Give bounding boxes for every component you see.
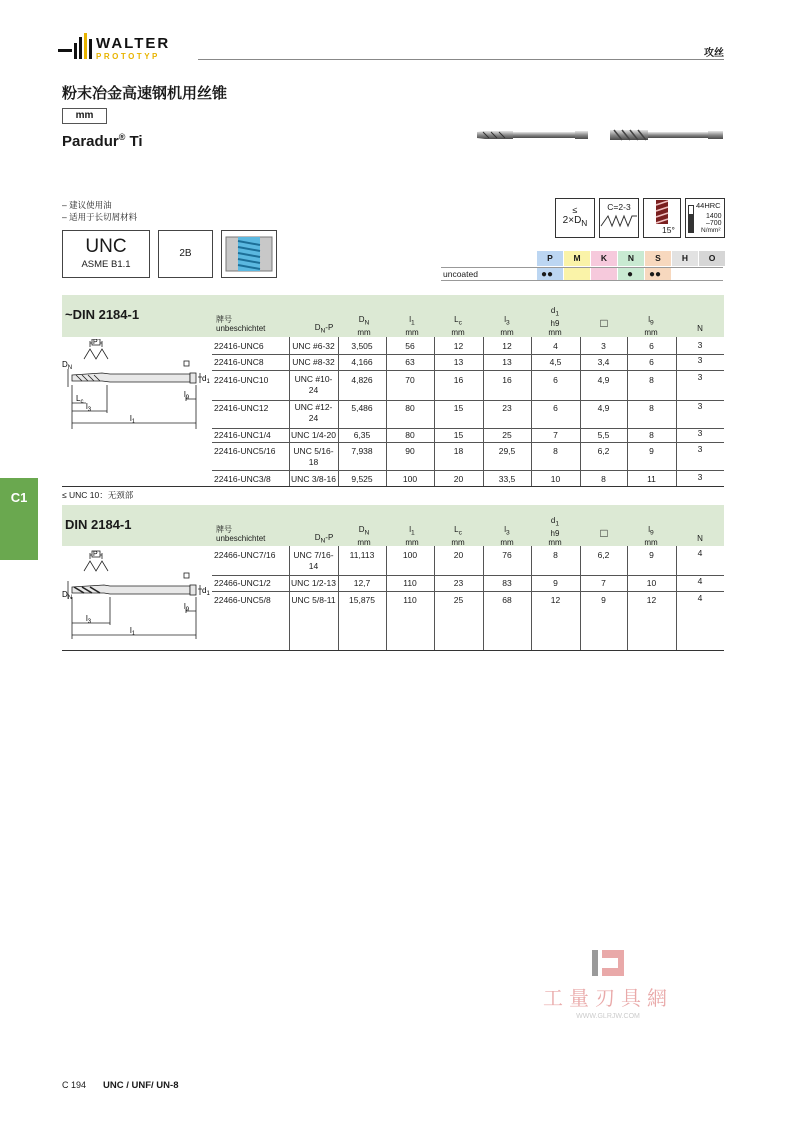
s2-row2-dnp: UNC 1/2-13 — [291, 578, 336, 588]
s2-row2-lc: 23 — [453, 578, 464, 588]
drw2-p: P — [93, 551, 98, 558]
row1-n: 3 — [697, 340, 703, 350]
product-suffix: Ti — [125, 133, 143, 150]
col2-l1-l: l — [409, 525, 412, 534]
row4-d1: 6 — [553, 403, 558, 413]
s2-row3-l9: 12 — [646, 595, 657, 605]
hardness-1400: 1400 — [706, 213, 722, 220]
col2-d1-unit: mm — [548, 537, 562, 547]
unit-box: mm — [62, 108, 107, 124]
row1-code: 22416-UNC6 — [214, 341, 264, 351]
row5-lc: 15 — [453, 430, 464, 440]
col2-dnp-sub: N — [320, 537, 326, 545]
hardness-700: –700 — [706, 220, 722, 227]
row1-lc: 12 — [453, 341, 464, 351]
row6-dn: 7,938 — [351, 446, 373, 456]
col2-l9-unit: mm — [644, 537, 658, 547]
row4-sq: 4,9 — [597, 403, 610, 413]
section-din-2184-1 — [62, 505, 724, 651]
note-oil: – 建议使用油 — [62, 200, 112, 210]
hardness-unit: N/mm² — [701, 227, 721, 234]
material-o: O — [699, 251, 725, 266]
row7-d1: 10 — [550, 474, 561, 484]
s2-row3-code: 22466-UNC5/8 — [214, 595, 271, 605]
col-l9-l: l — [648, 315, 651, 324]
chamfer-pictogram — [599, 198, 639, 238]
section-label: 攻丝 — [704, 48, 724, 59]
drw1-l9: $l_9$ — [184, 390, 190, 401]
registered-mark: ® — [118, 132, 126, 142]
col2-code-label: 牌号 — [216, 525, 232, 534]
col2-lc — [434, 525, 482, 547]
section-din-2184-1-approx — [62, 295, 724, 487]
row7-l9: 11 — [647, 474, 656, 484]
col-code-label: 牌号 — [216, 315, 232, 324]
col2-code-sub: unbeschichtet — [216, 534, 266, 543]
row1-l9: 6 — [649, 341, 654, 351]
row3-code: 22416-UNC10 — [214, 375, 269, 385]
col2-l3 — [483, 525, 531, 547]
col-d1-unit: mm — [548, 327, 562, 337]
row7-n: 3 — [697, 472, 703, 482]
s2-row3-l1: 110 — [403, 595, 417, 605]
s2-row2-d1: 9 — [553, 578, 558, 588]
row4-dnp-b: 24 — [308, 413, 319, 423]
row5-n: 3 — [697, 428, 703, 438]
col2-l1-sub: 1 — [411, 529, 415, 537]
row3-dnp-a: UNC #10- — [294, 374, 333, 384]
s2-row3-n: 4 — [697, 593, 703, 603]
s2-row1-n: 4 — [697, 548, 703, 558]
drw2-dn: $D_N$ — [62, 590, 73, 601]
s2-row1-dn: 11,113 — [349, 550, 375, 560]
thread-depth-pictogram — [555, 198, 595, 238]
col2-lc-sub: c — [458, 529, 462, 537]
row6-sq: 6,2 — [597, 446, 610, 456]
walter-logo — [58, 33, 198, 63]
row6-n: 3 — [697, 444, 703, 454]
product-name — [62, 132, 143, 150]
col-dn — [340, 315, 388, 337]
row2-n: 3 — [697, 355, 703, 365]
row2-sq: 3,4 — [597, 357, 610, 367]
col-d1 — [531, 306, 579, 337]
through-hole-icon — [221, 230, 277, 278]
row1-sq: 3 — [601, 341, 606, 351]
section2-title: DIN 2184-1 — [65, 517, 132, 532]
row7-code: 22416-UNC3/8 — [214, 474, 271, 484]
row4-code: 22416-UNC12 — [214, 403, 269, 413]
row6-dnp-a: UNC 5/16- — [293, 446, 334, 456]
coating-row — [441, 267, 723, 281]
s2-row2-l1: 110 — [403, 578, 417, 588]
row4-dn: 5,486 — [351, 403, 373, 413]
mark-p: ●● — [541, 269, 554, 280]
row3-l9: 8 — [649, 375, 654, 385]
thread-standard-box — [62, 230, 150, 278]
col2-dn-sub: N — [364, 529, 370, 537]
s2-row1-l1: 100 — [402, 550, 418, 560]
col-dnp-tail: -P — [325, 323, 334, 332]
col-dn-sub: N — [364, 319, 370, 327]
col-lc-l: L — [454, 315, 459, 324]
row6-dnp-b: 18 — [308, 457, 319, 467]
col-l1 — [388, 315, 436, 337]
drw1-l1: $l_1$ — [130, 414, 136, 425]
row3-d1: 6 — [553, 375, 558, 385]
row4-l3: 23 — [502, 403, 512, 413]
row5-dn: 6,35 — [353, 430, 371, 440]
row3-l3: 16 — [502, 375, 512, 385]
hardness-pictogram — [685, 198, 725, 238]
col2-d1-d: d — [550, 516, 556, 525]
drw2-l1: $l_1$ — [130, 626, 136, 637]
row5-d1: 7 — [553, 430, 558, 440]
col-l9-unit: mm — [644, 327, 658, 337]
row7-dnp: UNC 3/8-16 — [291, 474, 336, 484]
row7-l3: 33,5 — [498, 474, 516, 484]
col-d1-sub: 1 — [555, 310, 560, 318]
product-name-text: Paradur — [62, 133, 119, 150]
material-n: N — [618, 251, 644, 266]
col-code-sub: unbeschichtet — [216, 324, 266, 333]
depth-value-sub: N — [581, 218, 588, 228]
s2-row1-lc: 20 — [453, 550, 464, 560]
row3-lc: 16 — [453, 375, 464, 385]
s2-row1-dnp-a: UNC 7/16- — [293, 550, 334, 560]
col2-dnp-d: D — [314, 533, 321, 542]
row3-n: 3 — [697, 372, 703, 382]
row3-dnp-b: 24 — [308, 385, 319, 395]
chamfer-icon — [600, 212, 638, 230]
row6-l1: 90 — [405, 446, 415, 456]
s2-row3-lc: 25 — [453, 595, 464, 605]
thread-standard: UNC — [85, 236, 127, 257]
drw1-p: P — [93, 339, 98, 346]
col2-lc-l: L — [454, 525, 459, 534]
row1-d1: 4 — [553, 341, 558, 351]
s2-row1-code: 22466-UNC7/16 — [214, 550, 276, 560]
footer-text: UNC / UNF/ UN-8 — [103, 1080, 179, 1091]
s2-row3-l3: 68 — [502, 595, 512, 605]
col-l3-l: l — [504, 315, 507, 324]
col-dnp-d: D — [314, 323, 321, 332]
s2-row2-code: 22466-UNC1/2 — [214, 578, 271, 588]
watermark — [538, 948, 678, 1020]
s2-row3-d1: 12 — [550, 595, 561, 605]
row1-l1: 56 — [405, 341, 415, 351]
col-l3-sub: 3 — [506, 319, 510, 327]
s2-row1-dnp-b: 14 — [308, 561, 319, 571]
col-lc-unit: mm — [451, 327, 465, 337]
s2-row2-dn: 12,7 — [353, 578, 371, 588]
drw2-l9: $l_9$ — [184, 602, 190, 613]
col2-l9-sub: 9 — [650, 529, 654, 537]
row7-sq: 8 — [601, 474, 606, 484]
row2-lc: 13 — [453, 357, 464, 367]
s2-row1-l9: 9 — [649, 550, 654, 560]
section2-header — [62, 505, 724, 546]
s2-row2-sq: 7 — [601, 578, 606, 588]
col2-l3-l: l — [504, 525, 507, 534]
thread-tolerance: 2B — [158, 230, 213, 278]
helix-icon — [644, 199, 680, 225]
drw1-dn: $D_N$ — [62, 360, 73, 371]
row6-code: 22416-UNC5/16 — [214, 446, 276, 456]
depth-value-text: 2×D — [562, 215, 582, 226]
s2-row1-d1: 8 — [553, 550, 558, 560]
row6-l3: 29,5 — [498, 446, 516, 456]
section1-header — [62, 295, 724, 337]
col2-code — [216, 525, 265, 543]
col2-n: N — [697, 534, 703, 543]
watermark-logo-icon — [590, 948, 626, 978]
col2-lc-unit: mm — [451, 537, 465, 547]
row2-l9: 6 — [649, 357, 654, 367]
row6-d1: 8 — [553, 446, 558, 456]
material-h: H — [672, 251, 698, 266]
row2-l3: 13 — [502, 357, 512, 367]
note-long-chips: – 适用于长切屑材料 — [62, 212, 138, 222]
helix-angle-pictogram — [643, 198, 681, 238]
row1-dnp: UNC #6-32 — [292, 341, 335, 351]
col2-l9 — [627, 525, 675, 547]
row7-lc: 20 — [453, 474, 464, 484]
col-l9-sub: 9 — [650, 319, 654, 327]
col-dn-unit: mm — [357, 327, 371, 337]
row6-l9: 9 — [649, 446, 654, 456]
row4-n: 3 — [697, 401, 703, 411]
col2-l3-sub: 3 — [506, 529, 510, 537]
col-l1-unit: mm — [405, 327, 419, 337]
col2-dn-d: D — [358, 525, 365, 534]
row7-l1: 100 — [402, 474, 418, 484]
material-p: P — [537, 251, 563, 266]
material-m: M — [564, 251, 590, 266]
watermark-url: WWW.GLRJW.COM — [576, 1013, 640, 1020]
row2-dn: 4,166 — [351, 357, 373, 367]
logo-bars-icon — [58, 33, 94, 61]
drw1-l3: $l_3$ — [86, 402, 92, 413]
row4-dnp-a: UNC #12- — [294, 402, 333, 412]
row1-l3: 12 — [502, 341, 512, 351]
row1-dn: 3,505 — [351, 341, 373, 351]
page-number: C 194 — [62, 1080, 87, 1090]
col-dn-d: D — [358, 315, 365, 324]
usage-notes — [62, 199, 137, 223]
row5-l9: 8 — [649, 430, 654, 440]
col2-dn — [340, 525, 388, 547]
col-l3 — [483, 315, 531, 337]
row2-d1: 4,5 — [549, 357, 562, 367]
row2-dnp: UNC #8-32 — [292, 357, 335, 367]
row7-dn: 9,525 — [351, 474, 373, 484]
drw2-d1: $d_1$ — [202, 586, 210, 597]
straight-flute-tap-image — [475, 127, 589, 143]
row5-code: 22416-UNC1/4 — [214, 430, 271, 440]
col2-d1 — [531, 516, 579, 547]
col-l1-sub: 1 — [411, 319, 415, 327]
hardness-hrc: 44HRC — [696, 201, 721, 210]
chapter-tab[interactable]: C1 — [0, 478, 38, 560]
col-d1-d: d — [550, 306, 556, 315]
s2-row2-n: 4 — [697, 576, 703, 586]
col-code — [216, 315, 265, 333]
s2-row1-sq: 6,2 — [597, 550, 610, 560]
row4-lc: 15 — [453, 403, 464, 413]
row2-code: 22416-UNC8 — [214, 357, 264, 367]
hardness-bar — [688, 205, 694, 233]
section1-title: ~DIN 2184-1 — [65, 307, 140, 322]
col2-dnp-tail: -P — [325, 533, 334, 542]
tap-drawing-1 — [62, 339, 212, 429]
row2-l1: 63 — [405, 357, 415, 367]
col2-dn-unit: mm — [357, 537, 371, 547]
material-s: S — [645, 251, 671, 266]
depth-value — [556, 215, 594, 228]
s2-row3-dn: 15,875 — [349, 595, 375, 605]
coating-label: uncoated — [443, 269, 478, 279]
row3-dn: 4,826 — [351, 375, 373, 385]
row6-lc: 18 — [453, 446, 464, 456]
col2-d1-tol: h9 — [550, 528, 560, 538]
logo-subtext: PROTOTYP — [96, 52, 160, 61]
depth-le: ≤ — [572, 205, 578, 215]
col-l1-l: l — [409, 315, 412, 324]
drw1-d1: $d_1$ — [202, 374, 210, 385]
col2-l1 — [388, 525, 436, 547]
material-k: K — [591, 251, 617, 266]
col-square: □ — [600, 316, 608, 330]
s2-row3-sq: 9 — [601, 595, 606, 605]
col2-l1-unit: mm — [405, 537, 419, 547]
col-lc-sub: c — [458, 319, 462, 327]
s2-row1-l3: 76 — [502, 550, 512, 560]
row5-sq: 5,5 — [597, 430, 610, 440]
watermark-title: 工量刃具網 — [543, 988, 673, 1010]
row3-sq: 4,9 — [597, 375, 610, 385]
chamfer-text: C=2-3 — [607, 202, 631, 212]
helix-angle: 15° — [662, 225, 675, 235]
col-l9 — [627, 315, 675, 337]
row3-l1: 70 — [405, 375, 415, 385]
logo-text: WALTER — [96, 35, 171, 52]
row5-l1: 80 — [405, 430, 415, 440]
row4-l9: 8 — [649, 403, 654, 413]
col2-l9-l: l — [648, 525, 651, 534]
header-rule — [198, 59, 724, 60]
drw2-l3: $l_3$ — [86, 614, 92, 625]
col-l3-unit: mm — [500, 327, 514, 337]
s2-row2-l3: 83 — [502, 578, 512, 588]
col-dnp-sub: N — [320, 327, 326, 335]
s2-row2-l9: 10 — [646, 578, 657, 588]
page-title: 粉末冶金高速钢机用丝锥 — [62, 85, 228, 102]
tap-drawing-2 — [62, 549, 212, 639]
mark-s: ●● — [649, 269, 662, 280]
drw1-lc: $L_c$ — [76, 394, 84, 405]
thread-norm: ASME B1.1 — [81, 259, 131, 270]
col-n: N — [697, 324, 703, 333]
col2-square: □ — [600, 526, 608, 540]
s2-row3-dnp: UNC 5/8-11 — [291, 595, 336, 605]
mark-n: ● — [627, 269, 634, 280]
footnote: ≤ UNC 10：无颈部 — [62, 490, 134, 500]
row4-l1: 80 — [405, 403, 415, 413]
spiral-flute-tap-image — [608, 127, 724, 143]
row5-l3: 25 — [502, 430, 512, 440]
col-lc — [434, 315, 482, 337]
col-d1-tol: h9 — [550, 318, 560, 328]
row5-dnp: UNC 1/4-20 — [291, 430, 336, 440]
col2-l3-unit: mm — [500, 537, 514, 547]
col2-d1-sub: 1 — [555, 520, 560, 528]
